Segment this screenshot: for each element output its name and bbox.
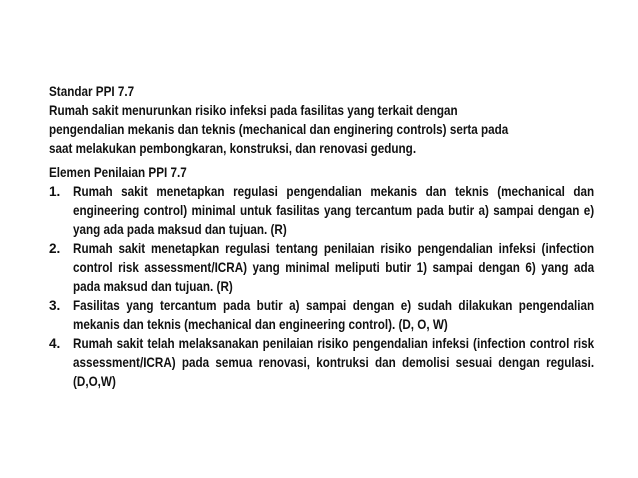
item-number: 1.: [49, 184, 61, 199]
assessment-list: [49, 182, 595, 391]
assessment-item-1: [49, 182, 595, 239]
assessment-item-4: [49, 334, 595, 391]
assessment-block: [49, 163, 595, 391]
assessment-title: Elemen Penilaian PPI 7.7: [49, 165, 187, 180]
assessment-item-3: [49, 296, 595, 334]
standard-text-line-2: pengendalian mekanis dan teknis (mechanical dan enginering controls) serta pada: [49, 122, 509, 137]
item-number: 3.: [49, 298, 61, 313]
standard-text-line-3: saat melakukan pembongkaran, konstruksi, dan renovasi gedung.: [49, 141, 417, 156]
standard-block: [49, 82, 592, 158]
item-number: 2.: [49, 241, 61, 256]
item-text: Rumah sakit menetapkan regulasi tentang penilaian risiko pengendalian infeksi (infection control risk assessment/ICRA) yang minimal meliputi butir 1) sampai dengan 6) yang ada pada maksud dan tujuan. (R): [73, 241, 595, 294]
item-text: Rumah sakit telah melaksanakan penilaian risiko pengendalian infeksi (infection control risk assessment/ICRA) pada semua renovasi, kontruksi dan demolisi sesuai dengan regulasi. (D,O,W): [73, 336, 595, 389]
item-number: 4.: [49, 336, 61, 351]
standard-text-line-1: Rumah sakit menurunkan risiko infeksi pada fasilitas yang terkait dengan: [49, 103, 458, 118]
item-text: Rumah sakit menetapkan regulasi pengendalian mekanis dan teknis (mechanical dan engineering control) minimal untuk fasilitas yang tercantum pada butir a) sampai dengan e) yang ada pada maksud dan tujuan. (R): [73, 184, 595, 237]
standard-title: Standar PPI 7.7: [49, 84, 135, 99]
slide-content: [49, 82, 595, 391]
assessment-item-2: [49, 239, 595, 296]
item-text: Fasilitas yang tercantum pada butir a) sampai dengan e) sudah dilakukan pengendalian mekanis dan teknis (mechanical dan engineering control). (D, O, W): [73, 298, 595, 332]
